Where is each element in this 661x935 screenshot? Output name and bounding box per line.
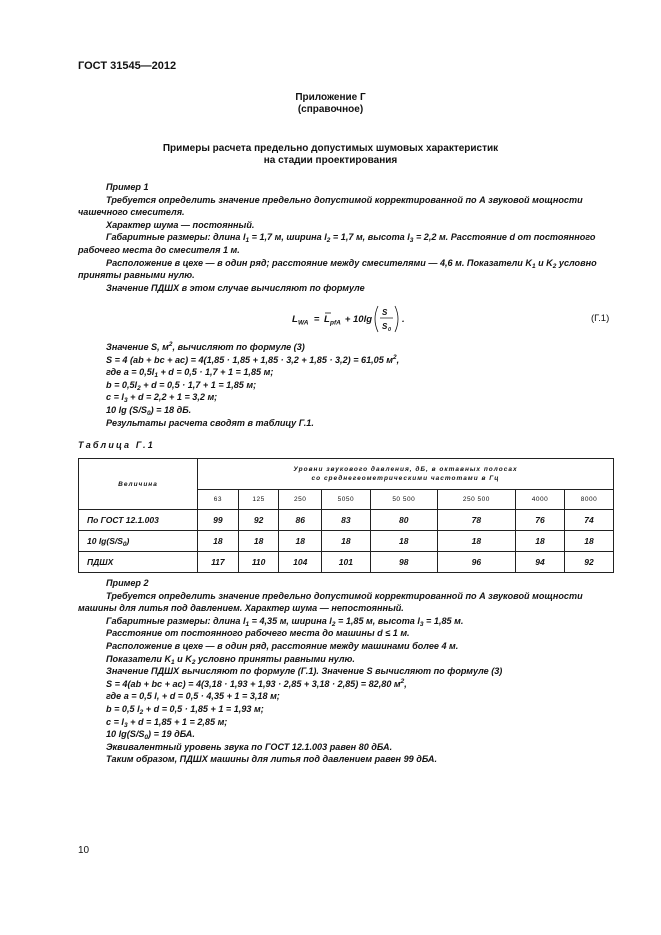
example2-location: Расположение в цехе — в один ряд, расстояние между машинами более 4 м.: [106, 640, 459, 651]
freq-cell: 250: [279, 490, 321, 510]
table-cell: 18: [321, 531, 370, 552]
table-cell: 18: [279, 531, 321, 552]
noise-table: [78, 458, 614, 573]
example2-lg: 10 $\lg(S/S_0) = 19$ дБА.: [106, 729, 195, 742]
table-cell: 101: [321, 552, 370, 573]
example1-location: Расположение в цехе — в один ряд; расстояние между смесителями — 4,6 м. Показатели $K_1$ и $K_2$ условно приняты равными нулю.: [78, 257, 597, 281]
table-cell: 110: [238, 552, 279, 573]
example1-block: [78, 181, 614, 294]
table-cell: 94: [516, 552, 565, 573]
page-number: 10: [78, 845, 90, 856]
freq-cell: 125: [238, 490, 279, 510]
formula-den-sub: 0: [388, 327, 392, 333]
formula-lg: 10lg: [353, 314, 373, 325]
table-cell: 78: [437, 510, 515, 531]
formula-dot: .: [402, 314, 405, 325]
table-cell: 76: [516, 510, 565, 531]
table-cell: 80: [370, 510, 437, 531]
table-cell: 83: [321, 510, 370, 531]
example2-distance: Расстояние от постоянного рабочего места до машины d ≤ 1 м.: [106, 628, 410, 639]
table-cell: 74: [564, 510, 613, 531]
example2-s-calc: S = 4(ab + bc + ac) = 4(3,18 · 1,93 + 1,93 · 2,85 + 3,18 · 2,85) = 82,80 $м^2$,: [106, 677, 407, 689]
example1-lg: 10 $\lg (S/S_0) = 18$ дБ.: [106, 404, 192, 417]
example2-pdshx: Значение ПДШХ вычисляют по формуле (Г.1). Значение S вычисляют по формуле (3): [106, 666, 503, 677]
formula-L: L: [324, 314, 330, 325]
formula-number: (Г.1): [591, 313, 610, 324]
table-cell: 104: [279, 552, 321, 573]
example1-dims: Габаритные размеры: длина $l_1 = 1,7$ м, ширина $l_2 = 1,7$ м, высота $l_3 = 2,2$ м. Расстояние d от постоянного рабочего места до смесителя 1 м.: [78, 232, 596, 255]
table-cell: 117: [198, 552, 239, 573]
appendix-title: Приложение Г: [295, 92, 366, 103]
table-header-row: [79, 459, 614, 490]
section-heading-line1: Примеры расчета предельно допустимых шумовых характеристик: [162, 143, 499, 154]
freq-cell: 250 500: [437, 490, 515, 510]
table-row: [79, 510, 614, 531]
formula-num: S: [382, 308, 388, 317]
example2-k: Показатели $K_1$ и $K_2$ условно приняты равными нулю.: [106, 653, 355, 666]
example2-conclusion: Таким образом, ПДШХ машины для литья под давлением равен 99 дБА.: [106, 754, 438, 765]
example1-task: Требуется определить значение предельно допустимой корректированной по А звуковой мощности чашечного смесителя.: [78, 194, 583, 218]
example2-label: Пример 2: [106, 578, 149, 588]
example2-task: Требуется определить значение предельно допустимой корректированной по А звуковой мощности машины для литья под давлением. Характер шума — непостоянный.: [78, 590, 583, 614]
example1-s-intro: Значение S, $м^2$, вычисляют по формуле (3): [106, 341, 305, 352]
formula-den: S: [382, 322, 388, 331]
table-cell: 99: [198, 510, 239, 531]
appendix-subtitle: (справочное): [297, 104, 364, 115]
row-label: ПДШХ: [79, 552, 198, 573]
table-cell: 98: [370, 552, 437, 573]
freq-cell: 4000: [516, 490, 565, 510]
example1-s-calc: S = 4 (ab + bc + ac) = 4(1,85 · 1,85 + 1,85 · 3,2 + 1,85 · 3,2) = 61,05 $м^2$,: [106, 353, 400, 365]
example2-block: [78, 577, 614, 766]
freq-cell: 50 500: [370, 490, 437, 510]
table-caption: Таблица Г.1: [78, 440, 155, 450]
table-cell: 18: [238, 531, 279, 552]
freq-cell: 8000: [564, 490, 613, 510]
example1-pdshx: Значение ПДШХ в этом случае вычисляют по формуле: [106, 282, 365, 293]
table-row: [79, 552, 614, 573]
example2-b-calc: b = 0,5 $l_2 + d = 0,5 \cdot 1,85 + 1 = 1,93$ м;: [106, 703, 264, 716]
example1-calc-block: [78, 341, 614, 429]
table-cell: 86: [279, 510, 321, 531]
standard-header: ГОСТ 31545—2012: [78, 60, 177, 72]
example1-a-calc: где $a = 0,5l_1 + d = 0,5 \cdot 1,7 + 1 = 1,85$ м;: [106, 367, 274, 380]
header-quantity: Величина: [79, 459, 198, 510]
example2-dims: Габаритные размеры: длина $l_1 = 4,35$ м, ширина $l_2 = 1,85$ м, высота $l_3 = 1,85$ м.: [106, 615, 464, 628]
example1-label: Пример 1: [106, 182, 149, 192]
example1-b-calc: $b = 0,5l_2 + d = 0,5 \cdot 1,7 + 1 = 1,85$ м;: [106, 379, 257, 392]
formula-plus: +: [345, 314, 351, 325]
freq-cell: 5050: [321, 490, 370, 510]
formula-lhs-sub: WA: [298, 319, 309, 327]
table-cell: 18: [370, 531, 437, 552]
formula-L-sub: pfA: [330, 319, 341, 327]
freq-cell: 63: [198, 490, 239, 510]
formula-g1: [0, 300, 661, 336]
row-label: 10 $\lg(S/S_0)$: [79, 531, 198, 552]
example2-c-calc: $c = l_3 + d = 1,85 + 1 = 2,85$ м;: [106, 716, 228, 729]
table-row: [79, 531, 614, 552]
table-cell: 96: [437, 552, 515, 573]
example1-results: Результаты расчета сводят в таблицу Г.1.: [106, 417, 314, 428]
example1-c-calc: $c = l_3 + d = 2,2 + 1 = 3,2$ м;: [106, 392, 218, 405]
table-cell: 92: [564, 552, 613, 573]
formula-lhs: L: [292, 314, 298, 325]
example1-noise: Характер шума — постоянный.: [106, 219, 255, 230]
table-cell: 18: [437, 531, 515, 552]
table-cell: 18: [516, 531, 565, 552]
table-cell: 92: [238, 510, 279, 531]
table-cell: 18: [564, 531, 613, 552]
example2-a-calc: где a = 0,5 l, + d = 0,5 · 4,35 + 1 = 3,18 м;: [106, 691, 280, 702]
header-levels: Уровни звукового давления, дБ, в октавных полосах со среднегеометрическими частотами в Гц: [198, 459, 614, 490]
table-cell: 18: [198, 531, 239, 552]
section-heading-line2: на стадии проектирования: [263, 155, 398, 166]
example2-equivalent: Эквивалентный уровень звука по ГОСТ 12.1.003 равен 80 дБА.: [106, 741, 393, 752]
row-label: По ГОСТ 12.1.003: [79, 510, 198, 531]
formula-eq: =: [314, 314, 320, 325]
